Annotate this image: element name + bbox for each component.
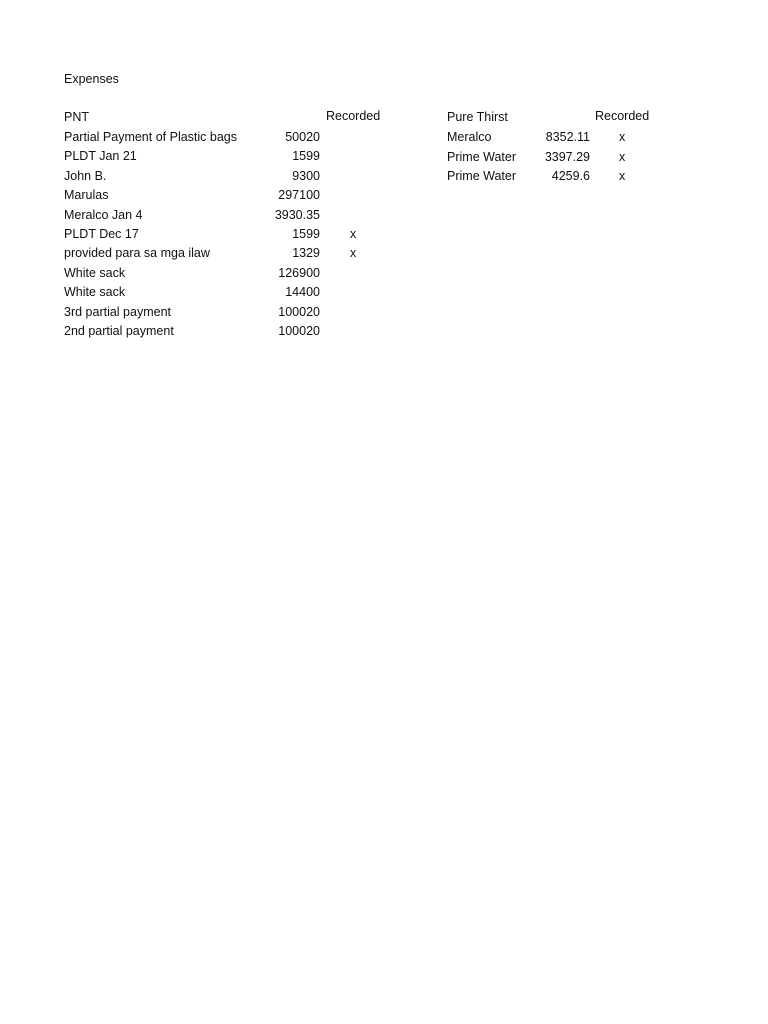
table-row	[0, 245, 400, 264]
row-description: White sack	[64, 285, 126, 300]
row-amount: 1599	[292, 227, 320, 241]
row-description: Prime Water	[447, 169, 516, 184]
table-row	[0, 207, 400, 226]
row-amount: 14400	[285, 285, 320, 300]
row-amount: 100020	[278, 304, 320, 319]
row-amount: 297100	[278, 188, 320, 203]
table-row	[0, 304, 400, 323]
row-amount: 3930.35	[274, 207, 320, 222]
table-row	[0, 149, 700, 168]
row-recorded-mark: x	[619, 130, 626, 144]
table-row	[0, 323, 400, 342]
row-recorded-mark: x	[350, 227, 357, 241]
row-description: Prime Water	[447, 149, 516, 164]
row-recorded-mark: x	[619, 149, 626, 164]
pure-thirst-recorded-header: Recorded	[595, 109, 650, 123]
row-recorded-mark: x	[350, 246, 357, 261]
row-description: PLDT Jan 21	[64, 149, 137, 164]
table-row	[0, 129, 700, 148]
row-description: White sack	[64, 265, 126, 280]
table-row	[0, 168, 700, 187]
row-description: Marulas	[64, 188, 109, 203]
row-description: 2nd partial payment	[64, 324, 174, 338]
row-amount: 50020	[285, 130, 320, 144]
row-amount: 8352.11	[545, 130, 590, 144]
row-description: Meralco	[447, 130, 492, 144]
row-amount: 126900	[278, 265, 320, 280]
row-description: PLDT Dec 17	[64, 227, 139, 241]
row-description: Meralco Jan 4	[64, 207, 143, 222]
row-description: Partial Payment of Plastic bags	[64, 130, 237, 144]
table-row	[0, 284, 400, 303]
row-amount: 4259.6	[551, 169, 590, 184]
row-amount: 3397.29	[544, 149, 590, 164]
row-amount: 9300	[292, 168, 320, 183]
table-row	[0, 265, 400, 284]
pnt-header: PNT	[64, 110, 89, 124]
table-row	[0, 187, 400, 206]
table-row	[0, 226, 400, 245]
row-description: provided para sa mga ilaw	[64, 246, 210, 261]
pnt-recorded-header: Recorded	[326, 109, 381, 123]
row-amount: 100020	[278, 324, 320, 338]
pure-thirst-header: Pure Thirst	[447, 110, 508, 124]
row-amount: 1329	[292, 246, 320, 261]
row-description: John B.	[64, 168, 107, 183]
row-recorded-mark: x	[619, 169, 626, 184]
row-amount: 1599	[292, 149, 320, 164]
page-title: Expenses	[64, 72, 119, 86]
row-description: 3rd partial payment	[64, 304, 172, 319]
